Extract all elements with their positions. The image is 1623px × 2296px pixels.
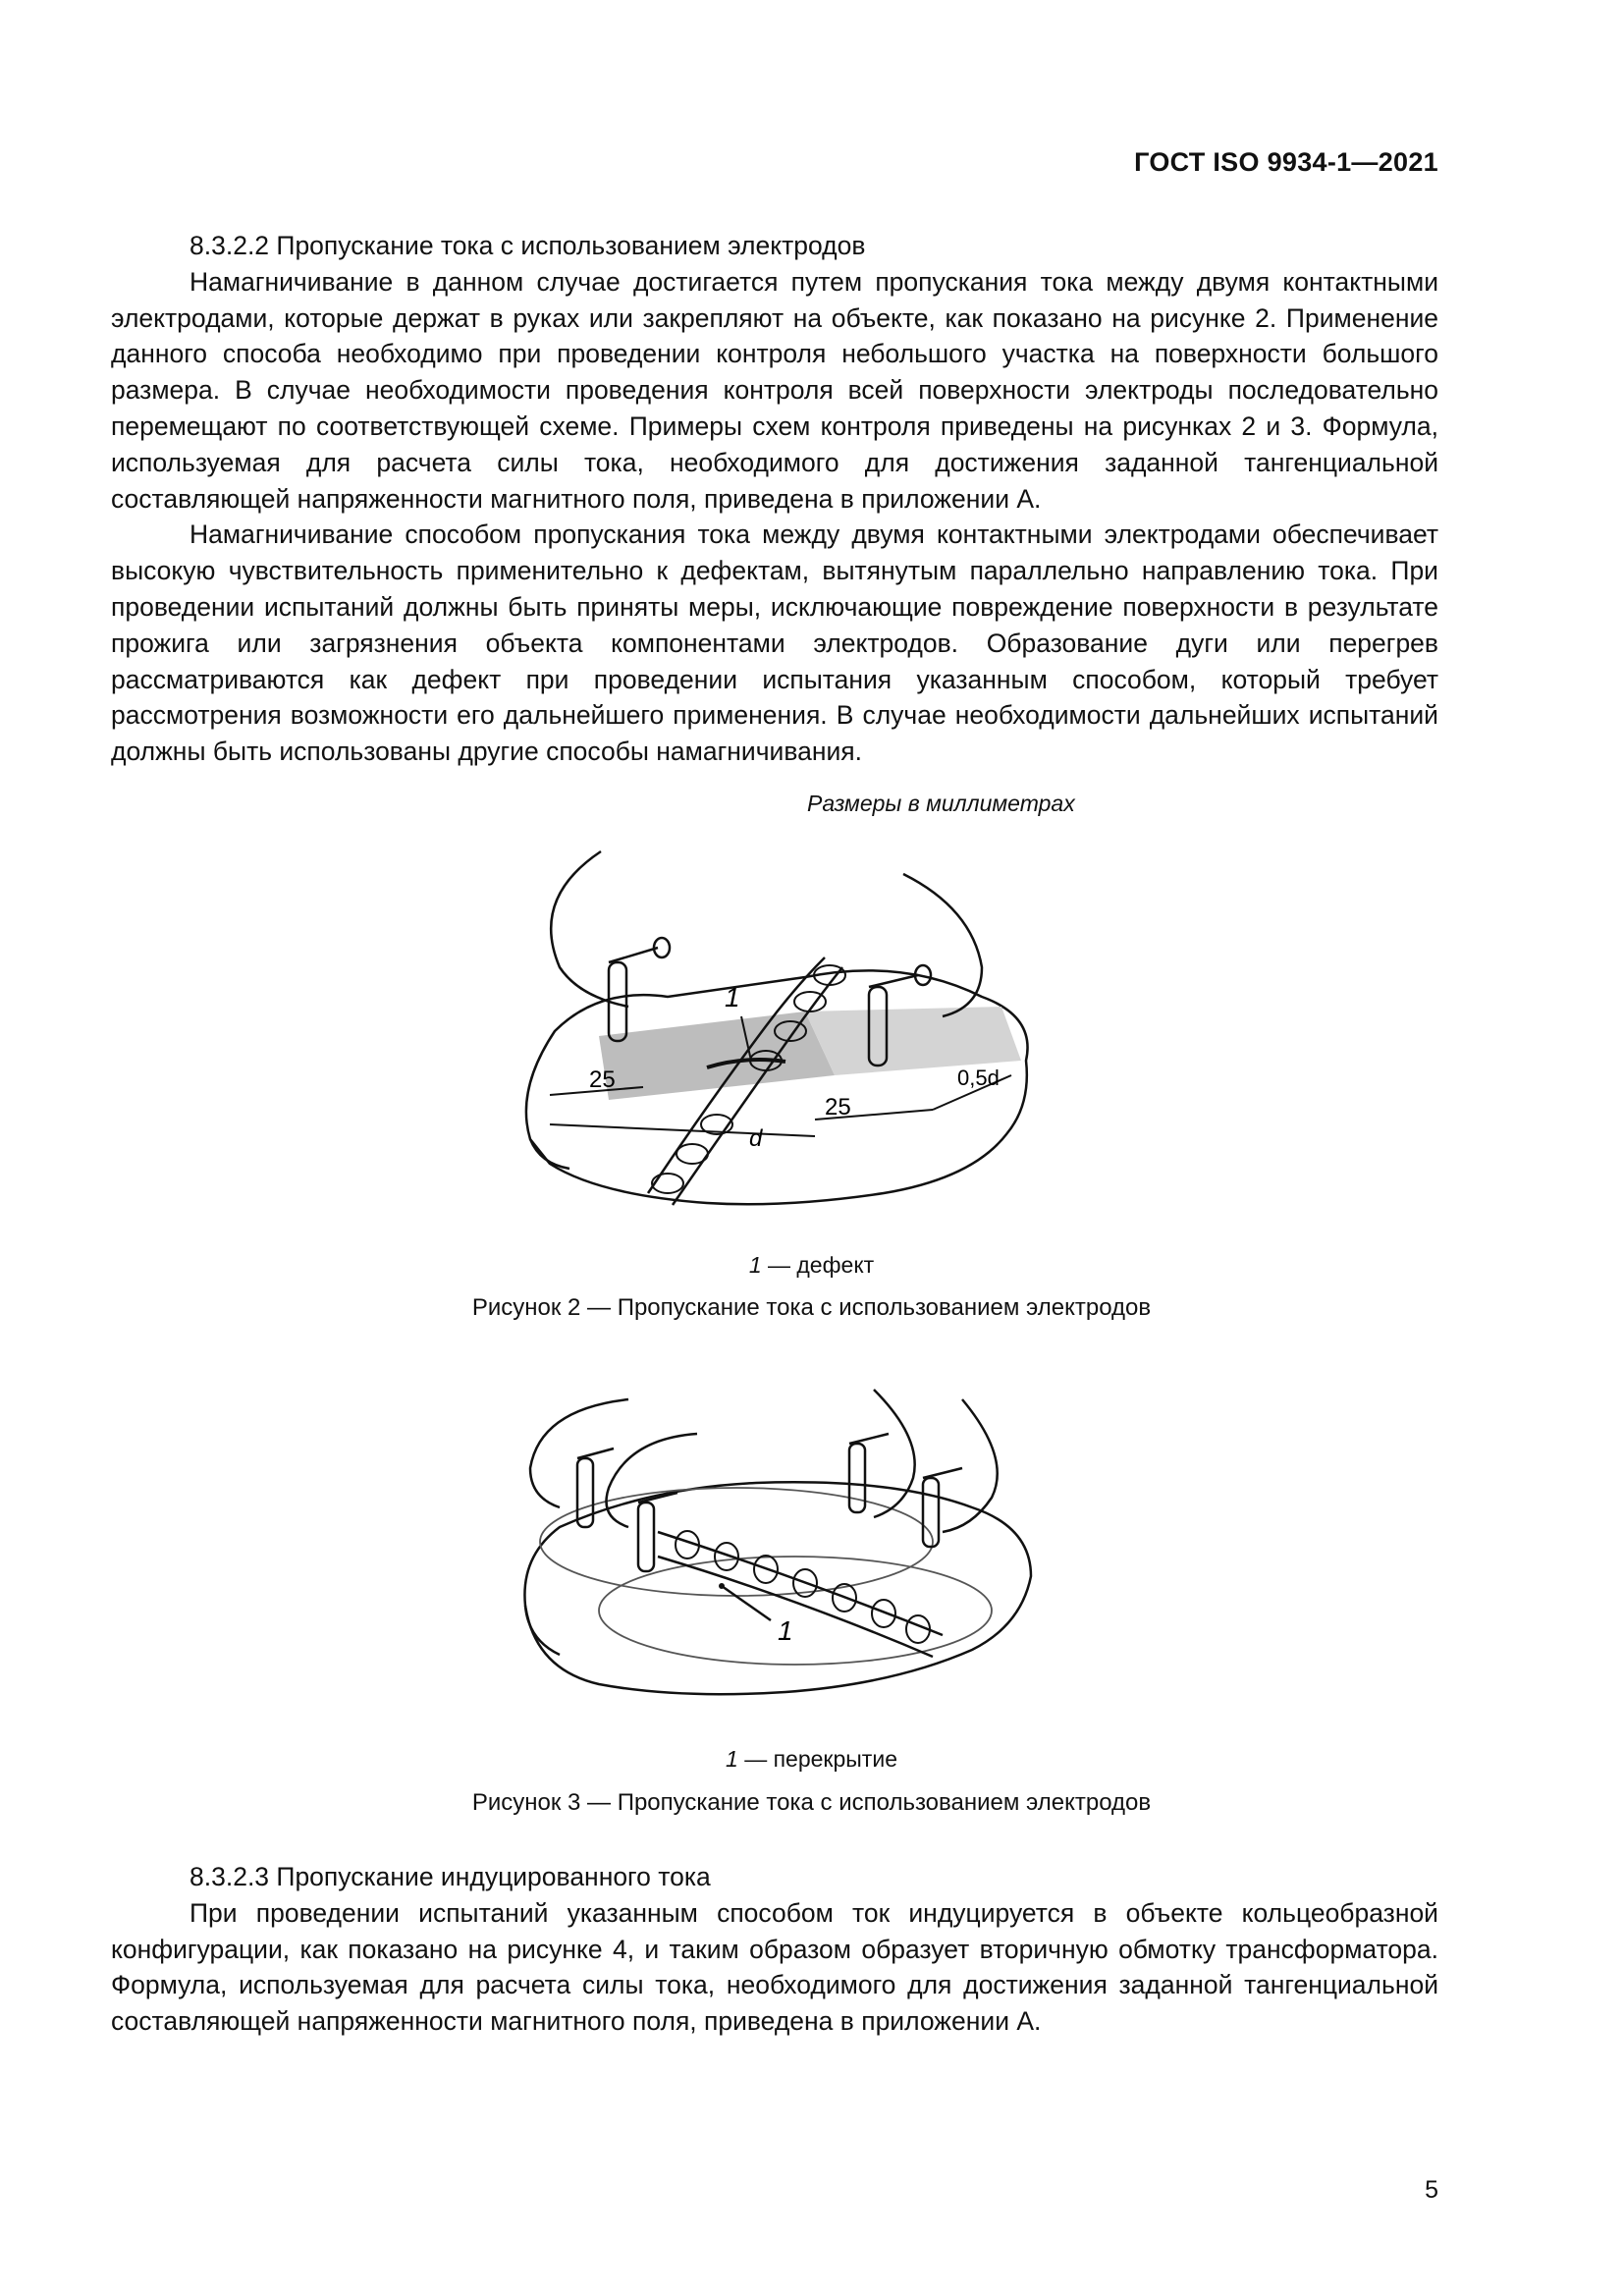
paragraph: При проведении испытаний указанным способом ток индуцируется в объекте кольцеобразной конфигурации, как показано на рисунке 4, и таким образом образует вторичную обмотку трансформатора. Формула, используемая для расчета силы тока, необходимого для достижения заданной тангенциальной составляющей напряженности магнитного поля, приведена в приложении А. — [111, 1897, 1438, 2037]
weld-bead — [658, 1532, 943, 1635]
figure-2-caption: Рисунок 2 — Пропускание тока с использованием электродов — [471, 1294, 1152, 1321]
figure-3-drawing — [501, 1380, 1060, 1733]
dim-25-right: 25 — [825, 1094, 851, 1121]
cable-2 — [607, 1434, 698, 1527]
callout-1: 1 — [778, 1615, 793, 1646]
legend-text: — дефект — [761, 1252, 875, 1278]
electrode-4 — [923, 1478, 939, 1547]
paragraph: Намагничивание способом пропускания тока между двумя контактными электродами обеспечивает высокую чувствительность применительно к дефектам, вытянутым параллельно направлению тока. При проведении испытаний должны быть приняты меры, исключающие повреждение поверхности в результате прожига или загрязнения объекта компонентами электродов. Образование дуги или перегрев рассматриваются как дефект при проведении испытания указанным способом, который требует рассмотрения возможности его дальнейшего применения. В случае необходимости дальнейших испытаний должны быть использованы другие способы намагничивания. — [111, 519, 1438, 767]
standard-designation: ГОСТ ISO 9934-1—2021 — [1134, 147, 1438, 177]
section-8-3-2-2 — [111, 228, 1438, 770]
paragraph: Намагничивание в данном случае достигается путем пропускания тока между двумя контактными электродами, которые держат в руках или закрепляют на объекте, как показано на рисунке 2. Применение данного способа необходимо при проведении контроля небольшого участка на поверхности большого размера. В случае необходимости проведения контроля всей поверхности электроды последовательно перемещают по соответствующей схеме. Примеры схем контроля приведены на рисунках 2 и 3. Формула, используемая для расчета силы тока, необходимого для достижения заданной тангенциальной составляющей напряженности магнитного поля, приведена в приложении А. — [111, 266, 1438, 514]
electrode-2 — [638, 1503, 654, 1571]
page-number: 5 — [1425, 2176, 1438, 2204]
figure-2-drawing — [511, 840, 1060, 1232]
cable-3 — [874, 1390, 915, 1517]
dim-25-left: 25 — [589, 1066, 616, 1093]
section-heading: 8.3.2.2 Пропускание тока с использованием электродов — [189, 231, 866, 260]
figure-3-legend — [0, 1746, 1623, 1773]
cable-right — [903, 874, 982, 1016]
section-8-3-2-3 — [111, 1859, 1438, 2040]
electrode-3 — [849, 1444, 865, 1512]
legend-number: 1 — [748, 1252, 762, 1278]
test-zone-1 — [540, 1488, 933, 1596]
figure-2-legend — [0, 1252, 1623, 1279]
callout-1: 1 — [725, 982, 740, 1012]
cable-1 — [530, 1399, 628, 1507]
dimensions-note: Размеры в миллиметрах — [807, 791, 1075, 816]
dim-d: d — [749, 1125, 763, 1152]
cable-4 — [943, 1399, 998, 1532]
legend-number: 1 — [726, 1746, 738, 1772]
plate-outline — [524, 1482, 1031, 1694]
test-zone-2 — [599, 1557, 992, 1665]
figure-3-caption: Рисунок 3 — Пропускание тока с использованием электродов — [471, 1789, 1152, 1816]
section-heading: 8.3.2.3 Пропускание индуцированного тока — [189, 1862, 711, 1891]
dim-half-d: 0,5d — [957, 1066, 1000, 1090]
legend-text: — перекрытие — [737, 1746, 897, 1772]
cable-left — [551, 851, 628, 1007]
